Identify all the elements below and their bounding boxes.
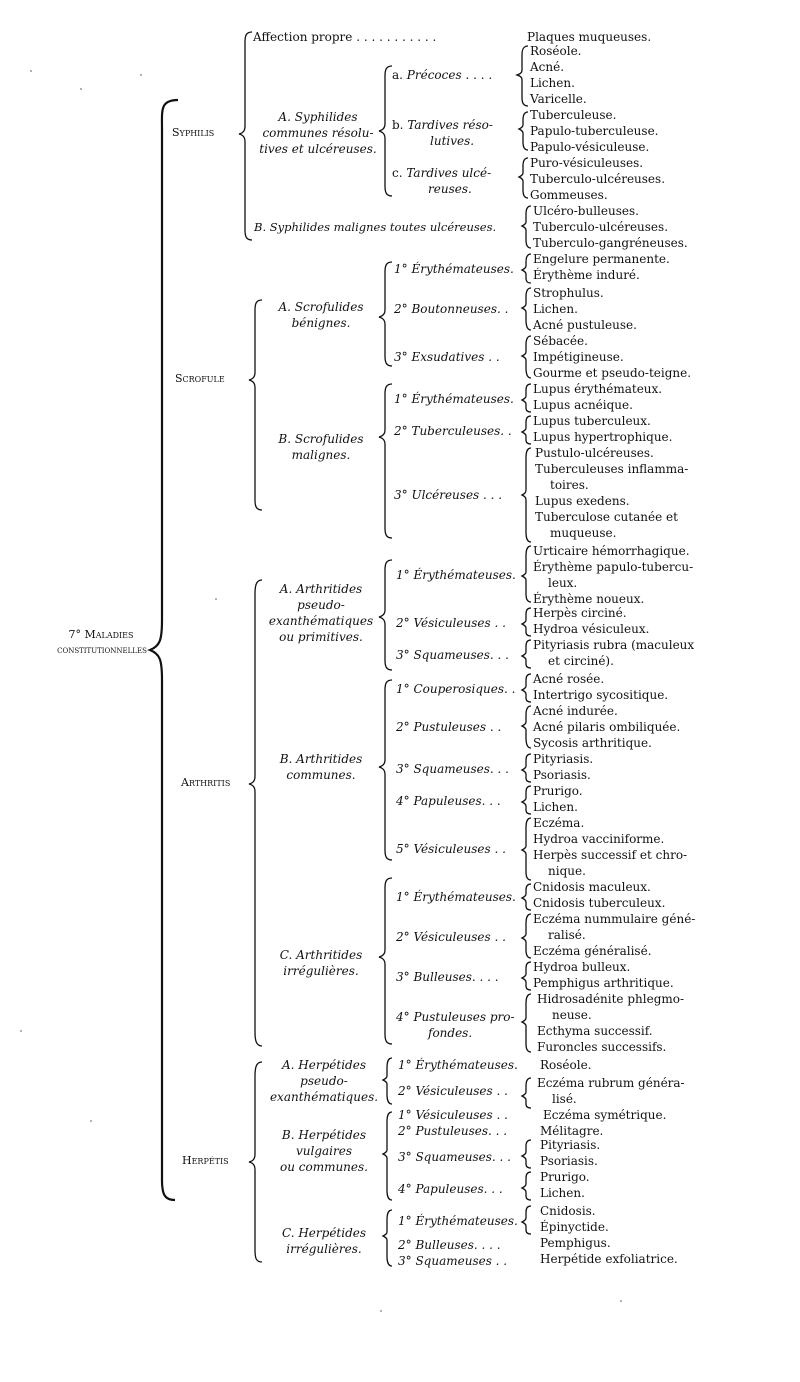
syphilides-A-line1: A. Syphilides <box>278 110 358 124</box>
list-item: Mélitagre. <box>540 1124 604 1138</box>
arthritides-A-line4: ou primitives. <box>279 630 363 644</box>
list-item: Psoriasis. <box>540 1154 598 1168</box>
scan-speck <box>620 1300 622 1302</box>
arthritis-c4-label-line2: fondes. <box>428 1026 473 1040</box>
scrofule-a3-label: 3° Exsudatives . . <box>394 350 500 364</box>
list-item: Ulcéro-bulleuses. <box>533 204 639 218</box>
list-item: Hydroa vacciniforme. <box>533 832 665 846</box>
list-item: Cnidosis maculeux. <box>533 880 651 894</box>
tardives-ulcereuses-line2: reuses. <box>428 182 472 196</box>
list-item: Lichen. <box>540 1186 585 1200</box>
list-item: Lichen. <box>530 76 575 90</box>
list-item: Cnidosis tuberculeux. <box>533 896 666 910</box>
list-item: Eczéma. <box>533 816 585 830</box>
herpetis-b4-label: 4° Papuleuses. . . <box>398 1182 503 1196</box>
herpetis-b4-brace <box>522 1172 531 1200</box>
syphilides-A-line3: tives et ulcéreuses. <box>259 142 377 156</box>
list-item: Lupus érythémateux. <box>533 382 663 396</box>
scan-speck <box>140 74 142 76</box>
scrofule-b2-brace <box>522 416 531 444</box>
scrofule-b1-label: 1° Érythémateuses. <box>394 392 514 406</box>
herpetides-B-line2: vulgaires <box>295 1144 352 1158</box>
arthritides-C-line2: irrégulières. <box>283 964 359 978</box>
list-item: Tuberculo-ulcéreuses. <box>533 220 669 234</box>
herpetides-C-line1: C. Herpétides <box>281 1226 367 1240</box>
list-item: Gourme et pseudo-teigne. <box>533 366 692 380</box>
syphilides-malignes-brace <box>522 206 531 248</box>
herpetis-a2-brace <box>522 1078 531 1108</box>
arthritides-B-brace <box>379 680 392 860</box>
scan-speck <box>215 598 217 600</box>
syphilis-label: Syphilis <box>172 126 215 139</box>
list-item: Engelure permanente. <box>533 252 670 266</box>
arthritis-c2-brace <box>522 914 531 958</box>
herpetides-B-line3: ou communes. <box>279 1160 368 1174</box>
list-item: Hidrosadénite phlegmo- <box>537 992 685 1006</box>
herpetides-C-line2: irrégulières. <box>286 1242 362 1256</box>
herpetides-A-line3: exanthématiques. <box>269 1090 379 1104</box>
arthritis-c2-label: 2° Vésiculeuses . . <box>396 930 506 944</box>
list-item: Tuberculeuses inflamma- <box>535 462 689 476</box>
list-item: Eczéma nummulaire géné- <box>533 912 696 926</box>
list-item: Lichen. <box>533 302 578 316</box>
list-item: Sycosis arthritique. <box>533 736 652 750</box>
arthritis-c1-brace <box>522 884 531 910</box>
herpetides-A-line1: A. Herpétides <box>282 1058 366 1072</box>
arthritides-A-line1: A. Arthritides <box>279 582 363 596</box>
scrofulides-B-line1: B. Scrofulides <box>278 432 364 446</box>
list-item: Strophulus. <box>533 286 604 300</box>
herpetis-b2-label: 2° Pustuleuses. . . <box>398 1124 508 1138</box>
scrofule-a2-brace <box>522 288 531 330</box>
syphilides-A-line2: communes résolu- <box>262 126 374 140</box>
tardives-ulcereuses-label: c. Tardives ulcé- <box>392 166 492 180</box>
arthritides-C-brace <box>379 878 392 1044</box>
list-item: Impétigineuse. <box>533 350 624 364</box>
list-item: Hydroa vésiculeux. <box>533 622 650 636</box>
tardives-resolutives-brace <box>519 112 528 150</box>
arthritis-a3-brace <box>522 640 531 668</box>
scan-speck <box>30 70 32 72</box>
arthritis-b3-brace <box>522 754 531 782</box>
list-item: Acné rosée. <box>533 672 605 686</box>
arthritides-C-line1: C. Arthritides <box>279 948 363 962</box>
scrofule-b3-label: 3° Ulcéreuses . . . <box>394 488 503 502</box>
list-item: Prurigo. <box>540 1170 590 1184</box>
list-item: Gommeuses. <box>530 188 608 202</box>
herpetis-a2-label: 2° Vésiculeuses . . <box>398 1084 508 1098</box>
list-item: Urticaire hémorrhagique. <box>533 544 690 558</box>
arthritis-c3-label: 3° Bulleuses. . . . <box>396 970 499 984</box>
list-item: Épinyctide. <box>540 1220 609 1234</box>
list-item: Puro-vésiculeuses. <box>530 156 644 170</box>
syphilis-brace <box>239 32 252 240</box>
list-item: lisé. <box>552 1092 577 1106</box>
scrofule-label: Scrofule <box>175 372 225 385</box>
list-item: Acné. <box>530 60 565 74</box>
list-item: Eczéma symétrique. <box>543 1108 667 1122</box>
list-item: Pityriasis rubra (maculeux <box>533 638 695 652</box>
tardives-resolutives-line2: lutives. <box>430 134 475 148</box>
arthritis-a2-label: 2° Vésiculeuses . . <box>396 616 506 630</box>
arthritis-b4-label: 4° Papuleuses. . . <box>396 794 501 808</box>
arthritis-b5-label: 5° Vésiculeuses . . <box>396 842 506 856</box>
list-item: Pemphigus arthritique. <box>533 976 674 990</box>
herpetis-b3-label: 3° Squameuses. . . <box>398 1150 511 1164</box>
herpetis-c3-label: 3° Squameuses . . <box>398 1254 508 1268</box>
list-item: leux. <box>548 576 578 590</box>
list-item: Ecthyma successif. <box>537 1024 653 1038</box>
arthritis-b2-label: 2° Pustuleuses . . <box>396 720 502 734</box>
list-item: Eczéma rubrum généra- <box>537 1076 685 1090</box>
tardives-ulcereuses-brace <box>519 158 528 198</box>
list-item: Lupus hypertrophique. <box>533 430 673 444</box>
herpetis-a1-label: 1° Érythémateuses. <box>398 1058 518 1072</box>
list-item: Eczéma généralisé. <box>533 944 652 958</box>
list-item: Pemphigus. <box>540 1236 611 1250</box>
list-item: Tuberculo-ulcéreuses. <box>530 172 666 186</box>
root-label-line1: 7° Maladies <box>68 628 134 641</box>
arthritides-A-line2: pseudo- <box>297 598 345 612</box>
arthritis-b3-label: 3° Squameuses. . . <box>396 762 509 776</box>
arthritis-a2-brace <box>522 608 531 636</box>
herpetis-c1-label: 1° Érythémateuses. <box>398 1214 518 1228</box>
scan-speck <box>20 1030 22 1032</box>
scrofule-brace <box>249 300 262 510</box>
list-item: Érythème noueux. <box>533 592 645 606</box>
scrofule-a1-label: 1° Érythémateuses. <box>394 262 514 276</box>
tardives-resolutives-label: b. Tardives réso- <box>392 118 493 132</box>
herpetides-A-line2: pseudo- <box>300 1074 348 1088</box>
arthritis-b5-brace <box>522 818 531 880</box>
arthritides-A-brace <box>379 560 392 670</box>
arthritis-b1-brace <box>522 674 531 702</box>
list-item: Acné indurée. <box>533 704 618 718</box>
arthritides-B-line2: communes. <box>286 768 356 782</box>
scrofulides-A-line2: bénignes. <box>291 316 351 330</box>
arthritis-label: Arthritis <box>181 776 231 789</box>
list-item: Tuberculo-gangréneuses. <box>533 236 688 250</box>
scan-speck <box>80 88 82 90</box>
scrofule-a3-brace <box>522 336 531 378</box>
arthritis-b4-brace <box>522 786 531 814</box>
list-item: Herpès circiné. <box>533 606 627 620</box>
list-item: Érythème induré. <box>533 268 640 282</box>
herpetides-B-line1: B. Herpétides <box>281 1128 367 1142</box>
arthritis-a1-brace <box>522 546 531 602</box>
scrofule-a2-label: 2° Boutonneuses. . <box>394 302 509 316</box>
scrofulides-A-line1: A. Scrofulides <box>278 300 364 314</box>
arthritis-c4-label-line1: 4° Pustuleuses pro- <box>396 1010 515 1024</box>
herpetis-c1-brace <box>522 1206 531 1234</box>
arthritis-c3-brace <box>522 962 531 990</box>
list-item: Pityriasis. <box>540 1138 601 1152</box>
herpetis-label: Herpétis <box>182 1154 229 1167</box>
precoces-label: a. Précoces . . . . <box>392 68 493 82</box>
scrofulides-benignes-brace <box>379 262 392 366</box>
list-item: Herpétide exfoliatrice. <box>540 1252 678 1266</box>
arthritides-A-line3: exanthématiques <box>268 614 374 628</box>
list-item: Herpès successif et chro- <box>533 848 688 862</box>
list-item: muqueuse. <box>550 526 617 540</box>
arthritis-b1-label: 1° Couperosiques. . <box>396 682 516 696</box>
arthritis-a1-label: 1° Érythémateuses. <box>396 568 516 582</box>
plaques-muqueuses: Plaques muqueuses. <box>527 30 652 44</box>
list-item: Papulo-tuberculeuse. <box>530 124 659 138</box>
root-label-line2: constitutionnelles <box>57 645 147 656</box>
scrofule-b2-label: 2° Tuberculeuses. . <box>394 424 512 438</box>
arthritides-B-line1: B. Arthritides <box>279 752 363 766</box>
arthritis-c1-label: 1° Érythémateuses. <box>396 890 516 904</box>
list-item: neuse. <box>552 1008 592 1022</box>
list-item: Varicelle. <box>530 92 587 106</box>
list-item: Roséole. <box>530 44 582 58</box>
list-item: Cnidosis. <box>540 1204 596 1218</box>
list-item: toires. <box>550 478 589 492</box>
herpetis-b3-brace <box>522 1140 531 1168</box>
list-item: Acné pilaris ombiliquée. <box>533 720 681 734</box>
list-item: Érythème papulo-tubercu- <box>533 560 694 574</box>
list-item: Tuberculose cutanée et <box>535 510 678 524</box>
herpetis-brace <box>249 1062 262 1262</box>
list-item: Prurigo. <box>533 784 583 798</box>
herpetis-b1-label: 1° Vésiculeuses . . <box>398 1108 508 1122</box>
list-item: nique. <box>548 864 586 878</box>
list-item: et circiné). <box>548 654 614 668</box>
arthritis-c4-brace <box>522 994 531 1052</box>
list-item: Psoriasis. <box>533 768 591 782</box>
list-item: Papulo-vésiculeuse. <box>530 140 650 154</box>
affection-propre: Affection propre . . . . . . . . . . . <box>253 30 437 44</box>
scrofulides-malignes-brace <box>379 384 392 538</box>
scrofulides-B-line2: malignes. <box>291 448 351 462</box>
list-item: Lichen. <box>533 800 578 814</box>
list-item: Acné pustuleuse. <box>533 318 637 332</box>
arthritis-b2-brace <box>522 706 531 748</box>
scrofule-b1-brace <box>522 384 531 412</box>
list-item: Lupus exedens. <box>535 494 630 508</box>
scrofule-b3-brace <box>522 448 531 542</box>
list-item: Furoncles successifs. <box>537 1040 667 1054</box>
list-item: Sébacée. <box>533 334 588 348</box>
scan-speck <box>380 1310 382 1312</box>
list-item: Lupus tuberculeux. <box>533 414 651 428</box>
list-item: Hydroa bulleux. <box>533 960 631 974</box>
list-item: Pityriasis. <box>533 752 594 766</box>
list-item: Lupus acnéique. <box>533 398 633 412</box>
herpetis-c2-label: 2° Bulleuses. . . . <box>398 1238 501 1252</box>
scrofule-a1-brace <box>522 254 531 283</box>
list-item: Tuberculeuse. <box>530 108 617 122</box>
arthritis-brace <box>249 580 262 1046</box>
precoces-brace <box>517 46 528 106</box>
list-item: Intertrigo sycositique. <box>533 688 669 702</box>
list-item: Pustulo-ulcéreuses. <box>535 446 654 460</box>
arthritis-a3-label: 3° Squameuses. . . <box>396 648 509 662</box>
scan-speck <box>90 1120 92 1122</box>
list-item: ralisé. <box>548 928 586 942</box>
list-item: Roséole. <box>540 1058 592 1072</box>
syphilides-malignes: B. Syphilides malignes toutes ulcéreuses. <box>254 220 497 234</box>
